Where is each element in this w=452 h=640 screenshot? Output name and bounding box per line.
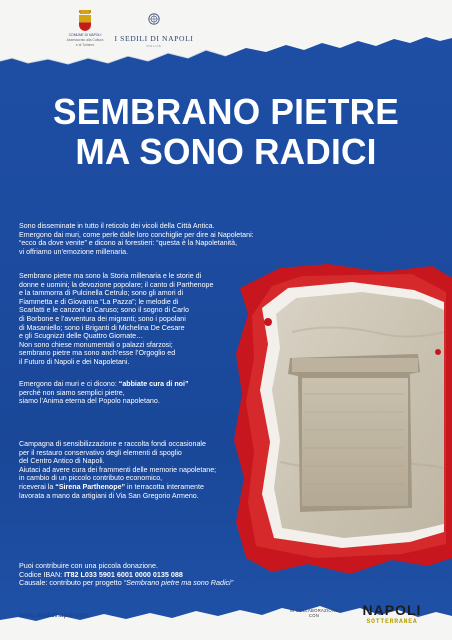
intro-line: Emergono dai muri, come perle dalle loro conchiglie per dire ai Napoletani: [19, 230, 254, 239]
history-line: Non sono chiese monumentali o palazzi sfarzosi; [19, 340, 173, 349]
appeal-line: perché non siamo semplici pietre, [19, 388, 125, 397]
stone-photo [232, 262, 452, 582]
campaign-line: per il restauro conservativo degli elementi di spoglio [19, 448, 182, 457]
intro-text [19, 222, 259, 256]
sotterranea-logo-text: SOTTERRANEA [366, 618, 418, 625]
napoli-logo-text: NAPOLI [362, 602, 422, 618]
campaign-line: Aiutaci ad avere cura dei frammenti delle memorie napoletane; [19, 465, 217, 474]
history-line: Fiammetta e di Giovanna “La Pazza”; le melodie di [19, 297, 179, 306]
collab-line-1: IN COLLABORAZIONE [289, 608, 339, 613]
campaign-line: del Centro Antico di Napoli. [19, 457, 105, 466]
collab-line-2: CON [308, 613, 320, 618]
sedili-logo [112, 12, 196, 48]
headline-line-2: MA SONO RADICI [75, 131, 377, 172]
campaign-line [19, 483, 269, 492]
sedili-brand: I SEDILI DI NAPOLI [114, 34, 194, 43]
history-line: di Borbone e l’avventura dei migranti; sono i popolani [19, 314, 186, 323]
comune-dept-2: e al Turismo [75, 43, 95, 47]
campaign-line: Campagna di sensibilizzazione e raccolta fondi occasionale [19, 440, 206, 448]
appeal-quote: “abbiate cura di noi” [118, 380, 189, 388]
causale-label: Causale: contributo per progetto [19, 578, 124, 588]
history-line: e gli Scugnizzi delle Quattro Giornate… [19, 332, 144, 341]
history-line: e la tammorra di Pulcinella Cetrulo; sono gli amori di [19, 289, 184, 298]
appeal-lead: Emergono dai muri e ci dicono: [19, 380, 119, 388]
intro-line: vi offriamo un’emozione millenaria. [19, 247, 129, 256]
causale-value: “Sembrano pietre ma sono Radici” [123, 578, 234, 588]
history-line: di Masaniello; sono i Briganti di Michelina De Cesare [19, 323, 185, 332]
history-line: il Futuro di Napoli e dei Napoletani. [19, 357, 130, 366]
campaign-text [19, 440, 269, 500]
collaboration-label [288, 608, 340, 618]
intro-line: “ecco da dove venite” e dicono ai forestieri: “questa è la Napoletanità, [19, 239, 238, 248]
history-line: Sembrano pietre ma sono la Storia millenaria e le storie di [19, 272, 202, 280]
sirena-name: “Sirena Parthenope” [55, 482, 126, 491]
appeal-line: siamo l’Anima eterna del Popolo napoletano. [19, 397, 160, 406]
history-line: Scarlatti e le canzoni di Caruso; sono il sogno di Carlo [19, 306, 189, 315]
campaign-tail: in terracotta interamente [125, 482, 204, 491]
intro-line: Sono disseminate in tutto il reticolo dei vicoli della Città Antica. [19, 222, 215, 230]
headline-line-1: SEMBRANO PIETRE [52, 91, 399, 132]
appeal-line [19, 380, 249, 389]
history-text [19, 272, 249, 367]
sedili-sub: ONLUS [146, 44, 162, 48]
appeal-text [19, 380, 249, 406]
website-link[interactable]: www.sedilidinapoli.com [19, 612, 89, 619]
donation-info [19, 562, 319, 588]
iban-label: Codice IBAN: [19, 569, 65, 579]
campaign-lead: riceverai la [19, 482, 56, 491]
napoli-sotterranea-logo [358, 603, 426, 626]
donation-line: Puoi contribuire con una piccola donazione. [19, 561, 159, 570]
iban-value: IT82 L033 5901 6001 0000 0135 088 [64, 569, 183, 579]
history-line: sembrano pietre ma sono anch’esse l’Orgoglio ed [19, 349, 176, 358]
comune-logo [62, 10, 108, 58]
campaign-line: lavorata a mano da artigiani di Via San Gregorio Armeno. [19, 491, 199, 500]
campaign-line: in cambio di un piccolo contributo economico, [19, 474, 163, 483]
comune-name: COMUNE DI NAPOLI [68, 33, 102, 37]
sedili-emblem-icon [148, 13, 160, 25]
crest-icon [77, 10, 93, 32]
comune-dept: Assessorato alla Cultura [66, 38, 104, 42]
history-line: donne e uomini; la devozione popolare; il canto di Parthenope [19, 280, 214, 289]
headline [5, 92, 448, 172]
